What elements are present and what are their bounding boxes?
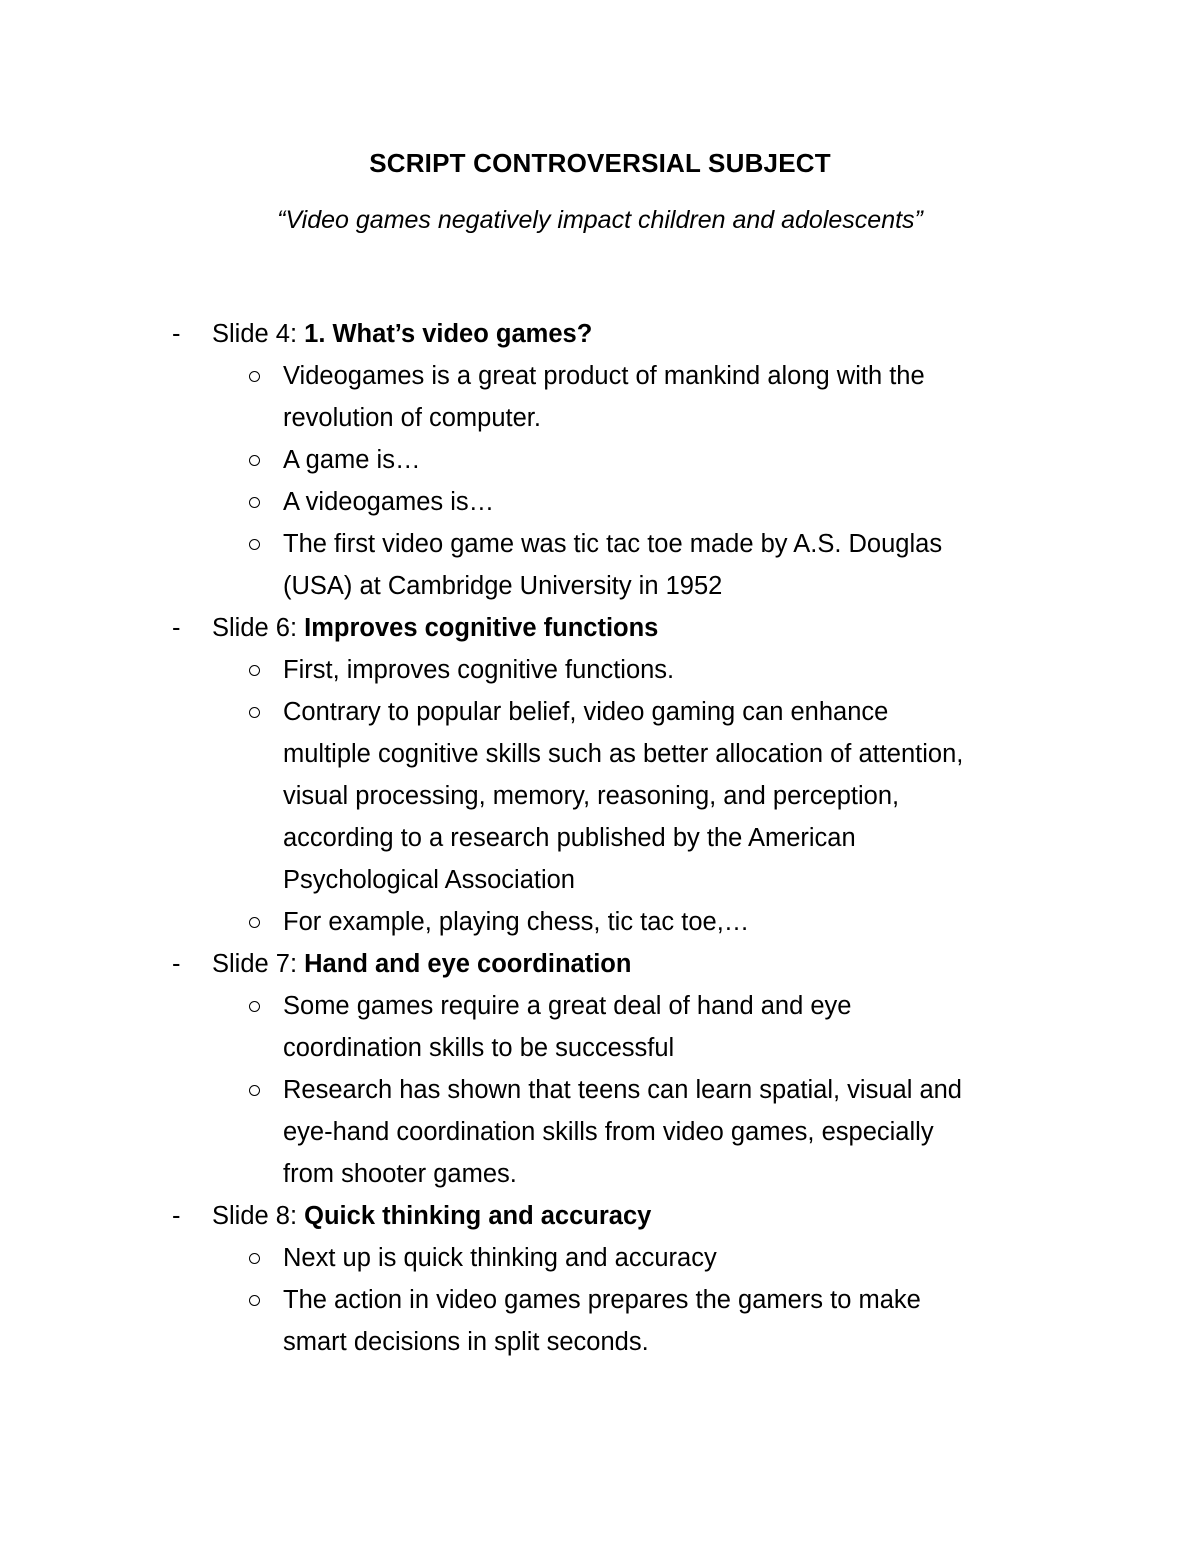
slide-heading xyxy=(0,1195,1200,1237)
circle-bullet-icon xyxy=(249,539,260,550)
slide-heading xyxy=(0,943,1200,985)
dash-bullet: - xyxy=(172,320,181,348)
point-item xyxy=(0,481,1073,523)
slide-topic: 1. What’s video games? xyxy=(304,320,593,348)
circle-bullet-icon xyxy=(249,665,260,676)
slide-prefix: Slide 6: xyxy=(212,614,305,642)
point-line: A game is… xyxy=(283,446,421,474)
point-list xyxy=(0,1237,1200,1363)
slide-heading xyxy=(0,313,1200,355)
slide-topic: Improves cognitive functions xyxy=(304,614,659,642)
circle-bullet-icon xyxy=(249,1085,260,1096)
point-line: Videogames is a great product of mankind along with the xyxy=(283,362,925,390)
slide-prefix: Slide 7: xyxy=(212,950,305,978)
circle-bullet-icon xyxy=(249,455,260,466)
point-item xyxy=(0,523,1073,607)
point-line: The first video game was tic tac toe made by A.S. Douglas xyxy=(283,530,943,558)
point-line: First, improves cognitive functions. xyxy=(283,656,675,684)
dash-bullet: - xyxy=(172,950,181,978)
point-line: (USA) at Cambridge University in 1952 xyxy=(283,572,723,600)
slide-prefix: Slide 8: xyxy=(212,1202,305,1230)
point-line: multiple cognitive skills such as better allocation of attention, xyxy=(283,740,964,768)
circle-bullet-icon xyxy=(249,707,260,718)
document-title: SCRIPT CONTROVERSIAL SUBJECT xyxy=(369,148,831,178)
point-line: Research has shown that teens can learn spatial, visual and xyxy=(283,1076,962,1104)
point-item xyxy=(0,985,1073,1069)
slide-item xyxy=(0,313,1200,607)
point-line: visual processing, memory, reasoning, and perception, xyxy=(283,782,900,810)
point-line: Next up is quick thinking and accuracy xyxy=(283,1244,717,1272)
dash-bullet: - xyxy=(172,1202,181,1230)
point-line: revolution of computer. xyxy=(283,404,541,432)
point-line: coordination skills to be successful xyxy=(283,1034,675,1062)
point-item xyxy=(0,691,1073,901)
point-line: from shooter games. xyxy=(283,1160,517,1188)
point-line: Some games require a great deal of hand and eye xyxy=(283,992,852,1020)
point-list xyxy=(0,649,1200,943)
circle-bullet-icon xyxy=(249,497,260,508)
point-item xyxy=(0,439,1073,481)
slide-item xyxy=(0,943,1200,1195)
point-item xyxy=(0,1069,1073,1195)
point-line: according to a research published by the American xyxy=(283,824,856,852)
point-list xyxy=(0,355,1200,607)
point-line: eye-hand coordination skills from video games, especially xyxy=(283,1118,934,1146)
point-line: A videogames is… xyxy=(283,488,495,516)
slide-heading xyxy=(0,607,1200,649)
point-line: For example, playing chess, tic tac toe,… xyxy=(283,908,750,936)
point-item xyxy=(0,1279,1073,1363)
dash-bullet: - xyxy=(172,614,181,642)
circle-bullet-icon xyxy=(249,1295,260,1306)
slide-prefix: Slide 4: xyxy=(212,320,305,348)
slide-topic: Hand and eye coordination xyxy=(304,950,632,978)
point-line: Contrary to popular belief, video gaming can enhance xyxy=(283,698,889,726)
circle-bullet-icon xyxy=(249,917,260,928)
point-item xyxy=(0,355,1073,439)
circle-bullet-icon xyxy=(249,1253,260,1264)
point-item xyxy=(0,649,1073,691)
point-line: smart decisions in split seconds. xyxy=(283,1328,649,1356)
slide-topic: Quick thinking and accuracy xyxy=(304,1202,652,1230)
point-list xyxy=(0,985,1200,1195)
point-item xyxy=(0,1237,1073,1279)
document-subtitle: “Video games negatively impact children and adolescents” xyxy=(277,206,923,234)
slide-outline xyxy=(0,313,1200,1363)
circle-bullet-icon xyxy=(249,371,260,382)
slide-item xyxy=(0,1195,1200,1363)
point-item xyxy=(0,901,1073,943)
circle-bullet-icon xyxy=(249,1001,260,1012)
point-line: The action in video games prepares the gamers to make xyxy=(283,1286,921,1314)
point-line: Psychological Association xyxy=(283,866,575,894)
slide-item xyxy=(0,607,1200,943)
